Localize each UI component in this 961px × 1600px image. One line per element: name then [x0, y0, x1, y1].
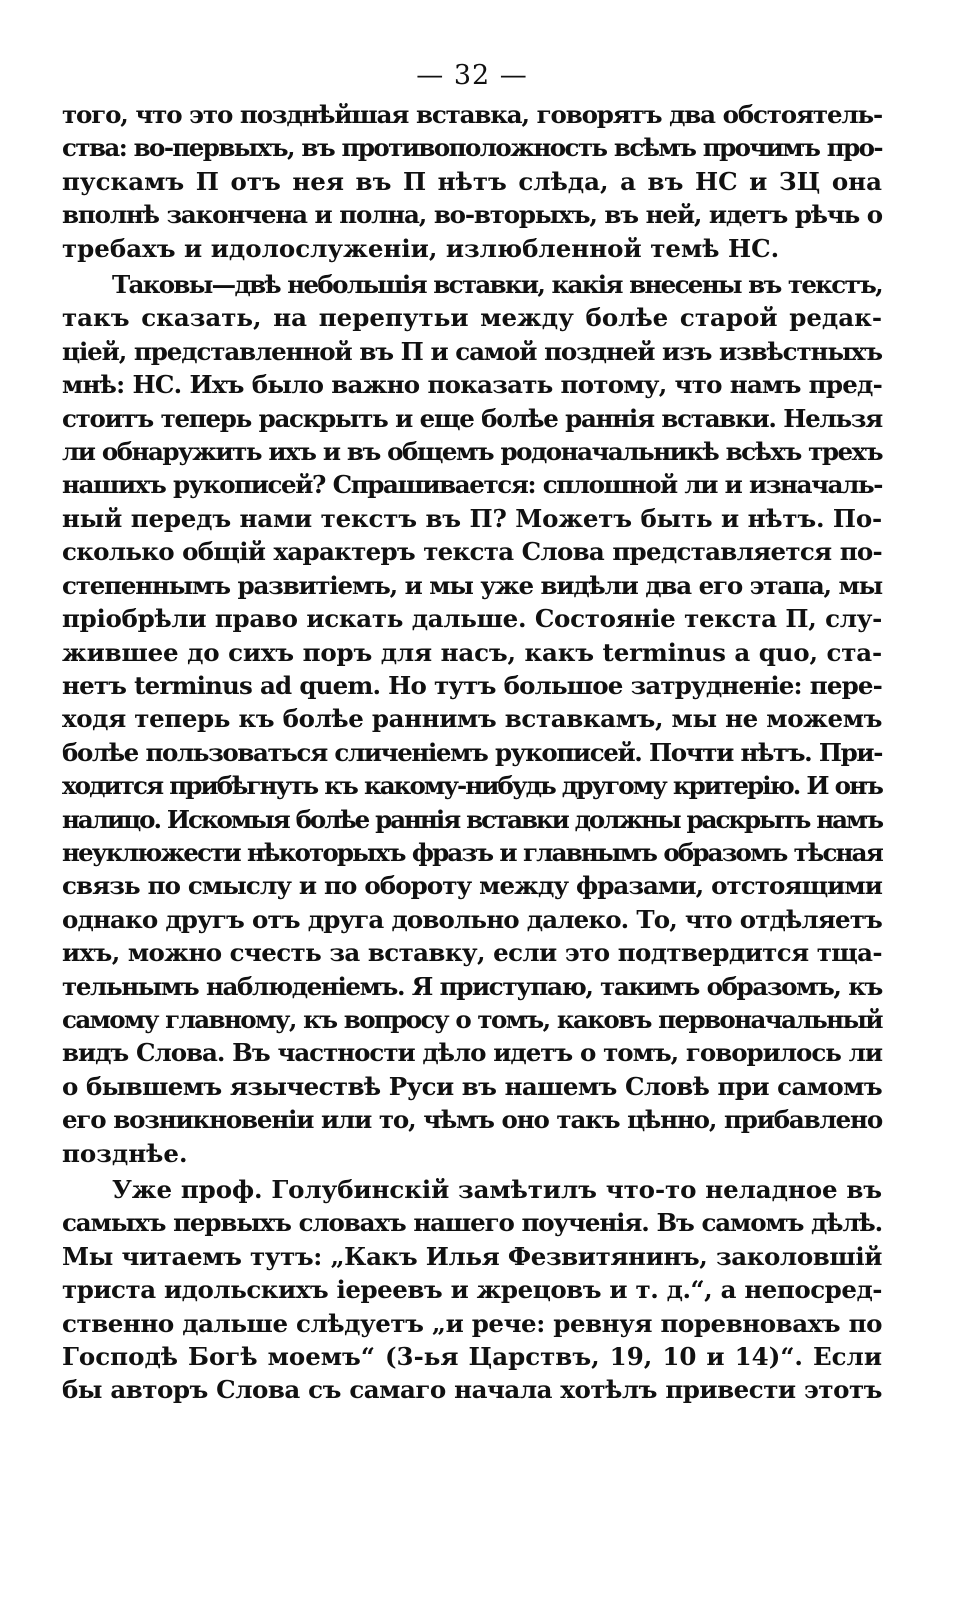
text-line: неуклюжести нѣкоторыхъ фразъ и главнымъ образомъ тѣсная: [62, 837, 882, 867]
text-line: ходится прибѣгнуть къ какому-нибудь другому критерію. И онъ: [62, 771, 882, 801]
text-line: ходя теперь къ болѣе раннимъ вставкамъ, мы не можемъ: [62, 704, 882, 734]
text-line: ственно дальше слѣдуетъ „и рече: ревнуя поревновахъ по: [62, 1308, 882, 1338]
text-line: сколько общій характеръ текста Слова представляется по-: [62, 537, 882, 567]
text-line: вполнѣ закончена и полна, во-вторыхъ, въ ней, идетъ рѣчь о: [62, 200, 882, 230]
text-line: ихъ, можно счесть за вставку, если это подтвердится тща-: [62, 938, 882, 968]
text-line: тельнымъ наблюденіемъ. Я приступаю, такимъ образомъ, къ: [62, 971, 882, 1001]
text-line: стоитъ теперь раскрыть и еще болѣе раннія вставки. Нельзя: [62, 403, 882, 433]
text-line: связь по смыслу и по обороту между фразами, отстоящими: [62, 871, 882, 901]
text-line: Мы читаемъ тутъ: „Какъ Илья Фезвитянинъ, заколовшій: [62, 1241, 882, 1271]
text-line: пускамъ П отъ нея въ П нѣтъ слѣда, а въ НС и ЗЦ она: [62, 166, 882, 196]
text-line: ства: во-первыхъ, въ противоположность всѣмъ прочимъ про-: [62, 133, 882, 163]
text-line: ный передъ нами текстъ въ П? Можетъ быть и нѣтъ. По-: [62, 503, 882, 533]
text-line: Уже проф. Голубинскій замѣтилъ что-то неладное въ: [112, 1175, 882, 1204]
text-line: пріобрѣли право искать дальше. Состояніе текста П, слу-: [62, 604, 882, 634]
text-line: самыхъ первыхъ словахъ нашего поученія. Въ самомъ дѣлѣ.: [62, 1208, 882, 1238]
paragraph-3: [62, 1173, 882, 1407]
text-line: налицо. Искомыя болѣе раннія вставки должны раскрыть намъ: [62, 804, 882, 834]
text-line: самому главному, къ вопросу о томъ, каковъ первоначальный: [62, 1004, 882, 1034]
text-line: степеннымъ развитіемъ, и мы уже видѣли два его этапа, мы: [62, 570, 882, 600]
text-line: видъ Слова. Въ частности дѣло идетъ о томъ, говорилось ли: [62, 1038, 882, 1068]
text-line: нетъ terminus ad quem. Но тутъ большое затрудненіе: пере-: [62, 670, 882, 700]
text-line: того, что это позднѣйшая вставка, говорятъ два обстоятель-: [62, 100, 882, 129]
text-line: триста идольскихъ іереевъ и жрецовъ и т. д.“, а непосред-: [62, 1275, 882, 1305]
text-line: его возникновеніи или то, чѣмъ оно такъ цѣнно, прибавлено: [62, 1105, 882, 1135]
text-line: позднѣе.: [62, 1138, 188, 1168]
text-line: Господѣ Богѣ моемъ“ (3-ья Царствъ, 19, 10 и 14)“. Если: [62, 1342, 882, 1372]
text-line: жившее до сихъ поръ для насъ, какъ terminus a quo, ста-: [62, 637, 882, 667]
text-line: бы авторъ Слова съ самаго начала хотѣлъ привести этотъ: [62, 1375, 882, 1405]
paragraph-2: [62, 268, 882, 1170]
text-line: ли обнаружить ихъ и въ общемъ родоначальникѣ всѣхъ трехъ: [62, 437, 882, 467]
text-line: Таковы—двѣ небольшія вставки, какія внесены въ текстъ,: [112, 270, 882, 300]
text-line: нашихъ рукописей? Спрашивается: сплошной ли и изначаль-: [62, 470, 882, 500]
text-line: однако другъ отъ друга довольно далеко. То, что отдѣляетъ: [62, 904, 882, 934]
text-line: такъ сказать, на перепутьи между болѣе старой редак-: [62, 303, 882, 333]
text-line: о бывшемъ язычествѣ Руси въ нашемъ Словѣ при самомъ: [62, 1071, 882, 1101]
text-line: ціей, представленной въ П и самой поздней изъ извѣстныхъ: [62, 336, 882, 366]
book-page: [62, 56, 882, 1407]
text-line: требахъ и идолослуженіи, излюбленной темѣ НС.: [62, 233, 780, 263]
paragraph-1: [62, 98, 882, 265]
text-line: болѣе пользоваться сличеніемъ рукописей. Почти нѣтъ. При-: [62, 737, 882, 767]
text-line: мнѣ: НС. Ихъ было важно показать потому, что намъ пред-: [62, 370, 882, 400]
page-number: — 32 —: [416, 60, 528, 91]
